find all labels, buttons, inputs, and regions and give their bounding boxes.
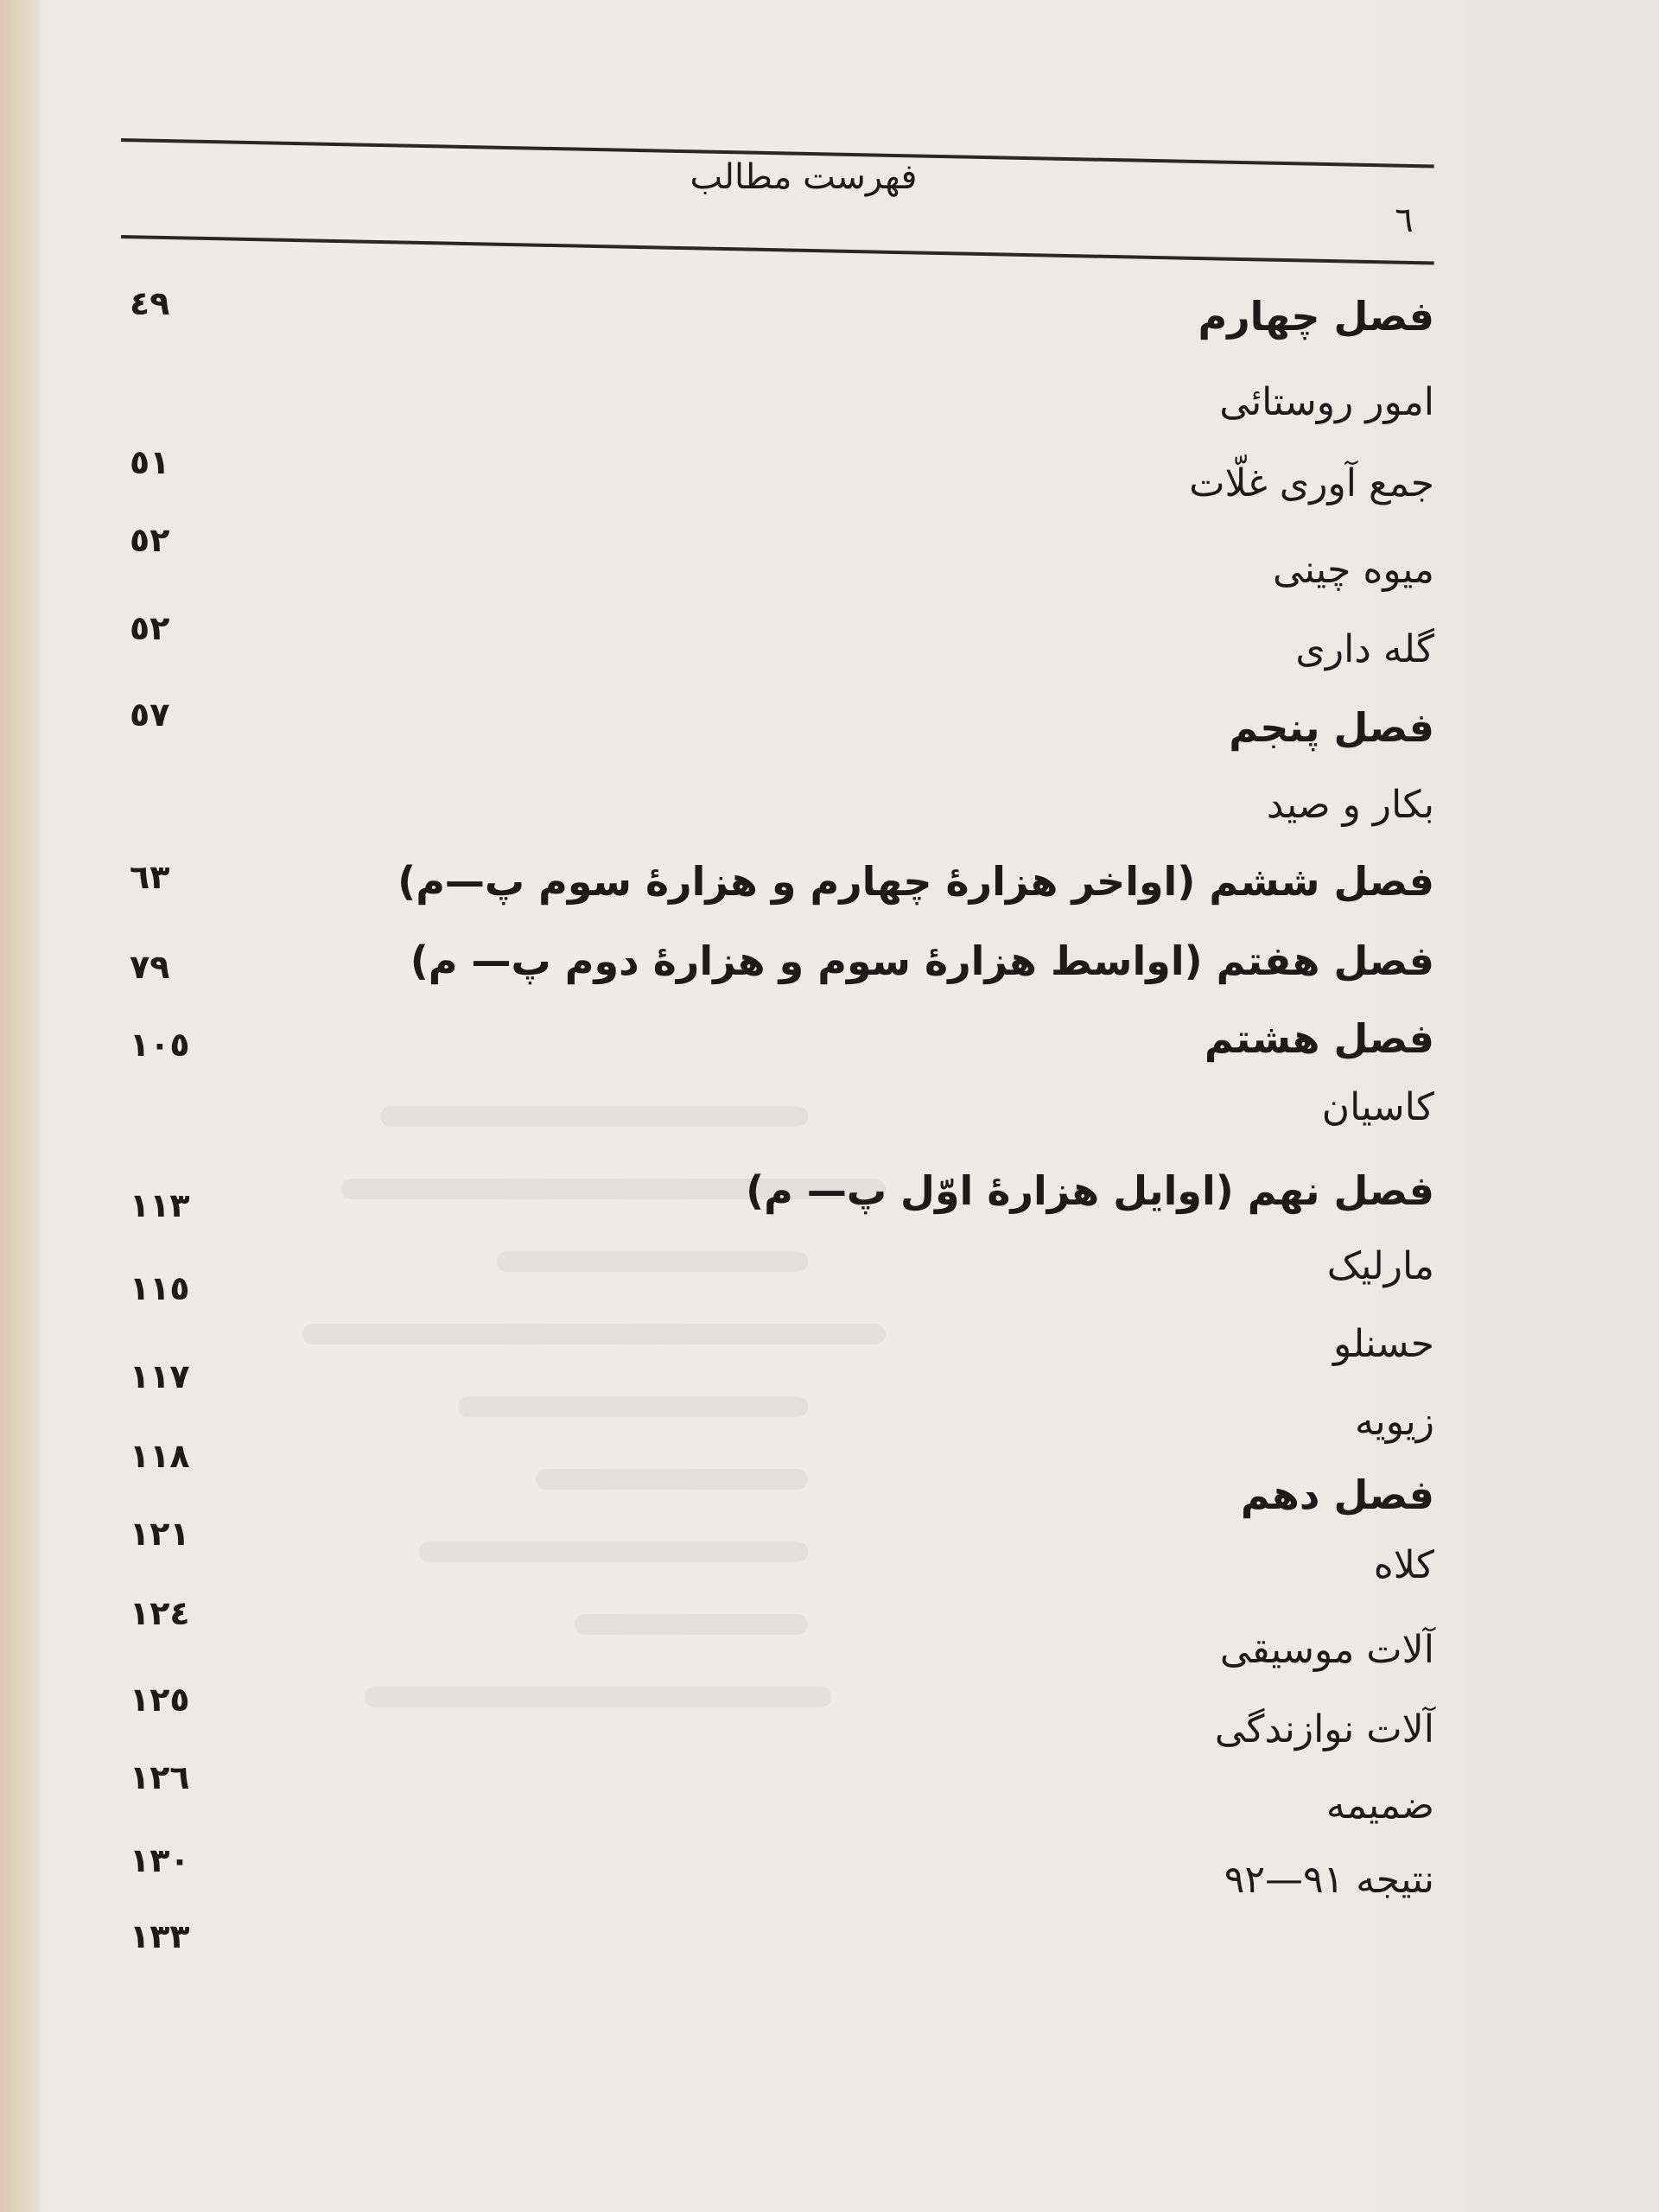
toc-entry: فصل ششم (اواخر هزارهٔ چهارم و هزارهٔ سوم پ—م) xyxy=(397,858,1434,905)
toc-row xyxy=(130,1319,1434,1396)
toc-page-number: ٦٣ xyxy=(130,858,170,896)
toc-entry: ضمیمه xyxy=(1325,1783,1434,1827)
toc-page-number: ٥٢ xyxy=(130,521,170,559)
toc-page-number: ٥٢ xyxy=(130,609,170,647)
toc-page-number: ٥١ xyxy=(130,443,170,481)
toc-entry: میوه چینی xyxy=(1272,548,1434,592)
toc-page-number: ١١٨ xyxy=(130,1437,190,1475)
toc-entry: فصل نهم (اوایل هزارهٔ اوّل پ— م) xyxy=(746,1167,1434,1214)
toc-row xyxy=(130,1396,1434,1474)
toc-row xyxy=(130,1624,1434,1719)
toc-entry: مارلیک xyxy=(1326,1244,1434,1288)
toc-entry: فصل هشتم xyxy=(1204,1015,1434,1062)
toc-row xyxy=(130,284,1434,368)
header-rule-bottom xyxy=(121,235,1434,265)
running-header-title: فهرست مطالب xyxy=(690,157,918,197)
toc-row xyxy=(130,377,1434,454)
toc-row xyxy=(130,1241,1434,1319)
toc-row xyxy=(130,1704,1434,1796)
toc-entry: نتیجه ٩١—٩٢ xyxy=(1224,1858,1434,1902)
toc-row xyxy=(130,521,1434,622)
toc-entry: آلات موسیقی xyxy=(1219,1628,1434,1672)
toc-row xyxy=(130,1165,1434,1243)
toc-page-number: ١٢١ xyxy=(130,1515,190,1553)
toc-entry: گله داری xyxy=(1295,627,1434,671)
toc-row xyxy=(130,443,1434,536)
toc-page-number: ٧٩ xyxy=(130,948,170,986)
page-number: ٦ xyxy=(1395,200,1414,240)
toc-entry: کلاه xyxy=(1373,1543,1434,1587)
toc-entry: حسنلو xyxy=(1332,1322,1434,1366)
toc-row xyxy=(130,1780,1434,1879)
toc-page-number: ١٢٥ xyxy=(130,1681,190,1719)
toc-row xyxy=(130,1013,1434,1090)
page-spine-edge xyxy=(0,0,40,2212)
toc-row xyxy=(130,855,1434,933)
toc-page-number: ١١٥ xyxy=(130,1269,190,1307)
toc-entry: بکار و صید xyxy=(1266,783,1434,827)
toc-page-number: ١٢٦ xyxy=(130,1758,190,1796)
toc-entry: زیویه xyxy=(1354,1400,1434,1444)
toc-row xyxy=(130,1854,1434,1955)
toc-entry: جمع آوری غلّات xyxy=(1189,461,1434,505)
toc-page-number: ١٣٠ xyxy=(130,1841,190,1879)
toc-row xyxy=(130,1082,1434,1160)
toc-entry: کاسیان xyxy=(1321,1085,1434,1129)
toc-row xyxy=(130,935,1434,1013)
toc-page-number: ١٣٣ xyxy=(130,1917,190,1955)
toc-row xyxy=(130,609,1434,702)
toc-page-number: ١٠٥ xyxy=(130,1026,190,1064)
toc-row xyxy=(130,1469,1434,1553)
toc-entry: فصل دهم xyxy=(1240,1471,1434,1518)
toc-page-number: ١١٣ xyxy=(130,1186,190,1224)
toc-entry: آلات نوازندگی xyxy=(1214,1707,1434,1751)
toc-page-number: ٥٧ xyxy=(130,696,170,734)
toc-entry: فصل هفتم (اواسط هزارهٔ سوم و هزارهٔ دوم پ— م) xyxy=(410,938,1434,984)
toc-entry: فصل چهارم xyxy=(1198,293,1434,340)
toc-page-number: ١٢٤ xyxy=(130,1594,190,1632)
toc-row xyxy=(130,779,1434,857)
toc-row xyxy=(130,1540,1434,1632)
toc-entry: فصل پنجم xyxy=(1229,704,1434,751)
toc-page-number: ٤٩ xyxy=(130,284,170,322)
toc-entry: امور روستائی xyxy=(1219,380,1434,424)
toc-row xyxy=(130,696,1434,779)
toc-page-number: ١١٧ xyxy=(130,1357,190,1395)
